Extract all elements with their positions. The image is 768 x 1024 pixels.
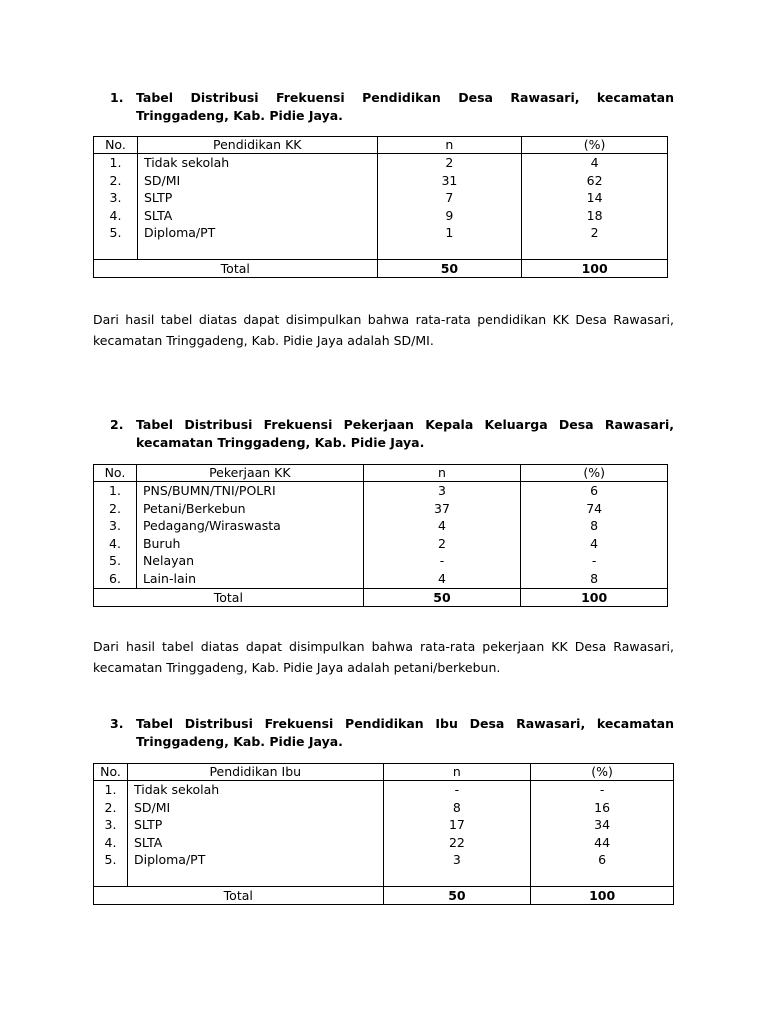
cell-label: PNS/BUMN/TNI/POLRI bbox=[136, 482, 363, 500]
cell-n: - bbox=[383, 781, 531, 799]
section-title: Tabel Distribusi Frekuensi Pekerjaan Kepala Keluarga Desa Rawasari, kecamatan Tringgadeng, Kab. Pidie Jaya. bbox=[136, 417, 674, 450]
table-row bbox=[94, 154, 668, 172]
table-row bbox=[94, 570, 668, 588]
cell-pct: 6 bbox=[521, 482, 668, 500]
cell-pct: - bbox=[531, 781, 674, 799]
total-n: 50 bbox=[363, 588, 521, 606]
cell-pct: 62 bbox=[522, 172, 668, 190]
conclusion-paragraph: Dari hasil tabel diatas dapat disimpulkan bahwa rata-rata pendidikan KK Desa Rawasari, kecamatan Tringgadeng, Kab. Pidie Jaya adalah SD/MI. bbox=[93, 312, 674, 348]
cell-no: 2. bbox=[94, 172, 138, 190]
table-total-row bbox=[94, 260, 668, 278]
header-category: Pendidikan KK bbox=[137, 137, 377, 154]
section-number: 1. bbox=[110, 90, 124, 105]
cell-pct: 18 bbox=[522, 207, 668, 225]
total-label: Total bbox=[94, 260, 378, 278]
cell-no: 3. bbox=[94, 517, 137, 535]
cell-label: Tidak sekolah bbox=[137, 154, 377, 172]
cell-n: 17 bbox=[383, 816, 531, 834]
table-row bbox=[94, 834, 674, 852]
cell-n: 9 bbox=[377, 207, 522, 225]
cell-pct: 8 bbox=[521, 517, 668, 535]
cell-label: Lain-lain bbox=[136, 570, 363, 588]
header-category: Pekerjaan KK bbox=[136, 465, 363, 482]
cell-pct: 14 bbox=[522, 189, 668, 207]
cell-pct: 34 bbox=[531, 816, 674, 834]
table-row bbox=[94, 816, 674, 834]
cell-n: 31 bbox=[377, 172, 522, 190]
cell-label: SLTA bbox=[137, 207, 377, 225]
total-pct: 100 bbox=[521, 588, 668, 606]
cell-n: - bbox=[363, 552, 521, 570]
table-row bbox=[94, 552, 668, 570]
cell-label: SLTA bbox=[127, 834, 383, 852]
cell-pct: 4 bbox=[522, 154, 668, 172]
cell-n: 7 bbox=[377, 189, 522, 207]
cell-label: Diploma/PT bbox=[127, 851, 383, 887]
section-title: Tabel Distribusi Frekuensi Pendidikan Ibu Desa Rawasari, kecamatan Tringgadeng, Kab. Pidie Jaya. bbox=[136, 716, 674, 749]
cell-pct: 74 bbox=[521, 500, 668, 518]
cell-no: 3. bbox=[94, 189, 138, 207]
table-header-row bbox=[94, 764, 674, 781]
cell-pct: 2 bbox=[522, 224, 668, 260]
cell-pct: 4 bbox=[521, 535, 668, 553]
cell-no: 4. bbox=[94, 207, 138, 225]
cell-no: 2. bbox=[94, 799, 128, 817]
cell-pct: 44 bbox=[531, 834, 674, 852]
cell-no: 1. bbox=[94, 482, 137, 500]
total-label: Total bbox=[94, 887, 384, 905]
cell-no: 3. bbox=[94, 816, 128, 834]
header-no: No. bbox=[94, 764, 128, 781]
table-row bbox=[94, 172, 668, 190]
cell-label: Pedagang/Wiraswasta bbox=[136, 517, 363, 535]
cell-n: 22 bbox=[383, 834, 531, 852]
cell-label: SD/MI bbox=[137, 172, 377, 190]
cell-n: 4 bbox=[363, 570, 521, 588]
table-row bbox=[94, 500, 668, 518]
header-n: n bbox=[363, 465, 521, 482]
cell-no: 6. bbox=[94, 570, 137, 588]
cell-no: 1. bbox=[94, 154, 138, 172]
table-row bbox=[94, 535, 668, 553]
header-pct: (%) bbox=[521, 465, 668, 482]
cell-no: 2. bbox=[94, 500, 137, 518]
header-pct: (%) bbox=[531, 764, 674, 781]
cell-label: Tidak sekolah bbox=[127, 781, 383, 799]
table-row bbox=[94, 799, 674, 817]
section-title: Tabel Distribusi Frekuensi Pendidikan Desa Rawasari, kecamatan Tringgadeng, Kab. Pidie Jaya. bbox=[136, 90, 674, 123]
section-number: 2. bbox=[110, 417, 124, 432]
total-n: 50 bbox=[383, 887, 531, 905]
cell-n: 3 bbox=[363, 482, 521, 500]
cell-label: Petani/Berkebun bbox=[136, 500, 363, 518]
cell-pct: - bbox=[521, 552, 668, 570]
cell-label: SLTP bbox=[137, 189, 377, 207]
cell-no: 5. bbox=[94, 552, 137, 570]
cell-no: 1. bbox=[94, 781, 128, 799]
table-pendidikan-ibu bbox=[93, 763, 674, 905]
cell-n: 2 bbox=[377, 154, 522, 172]
table-row bbox=[94, 781, 674, 799]
section-2-heading bbox=[110, 416, 674, 452]
table-pendidikan-kk bbox=[93, 136, 668, 278]
header-n: n bbox=[383, 764, 531, 781]
cell-n: 4 bbox=[363, 517, 521, 535]
header-category: Pendidikan Ibu bbox=[127, 764, 383, 781]
cell-pct: 6 bbox=[531, 851, 674, 887]
cell-no: 4. bbox=[94, 834, 128, 852]
cell-label: SLTP bbox=[127, 816, 383, 834]
header-pct: (%) bbox=[522, 137, 668, 154]
total-label: Total bbox=[94, 588, 364, 606]
cell-no: 5. bbox=[94, 851, 128, 887]
cell-label: Nelayan bbox=[136, 552, 363, 570]
section-3-heading bbox=[110, 715, 674, 751]
cell-label: SD/MI bbox=[127, 799, 383, 817]
cell-pct: 8 bbox=[521, 570, 668, 588]
cell-label: Diploma/PT bbox=[137, 224, 377, 260]
cell-no: 5. bbox=[94, 224, 138, 260]
table-row bbox=[94, 482, 668, 500]
header-no: No. bbox=[94, 465, 137, 482]
cell-no: 4. bbox=[94, 535, 137, 553]
cell-label: Buruh bbox=[136, 535, 363, 553]
table-row bbox=[94, 851, 674, 887]
table-row bbox=[94, 224, 668, 260]
total-pct: 100 bbox=[522, 260, 668, 278]
table-total-row bbox=[94, 887, 674, 905]
conclusion-paragraph: Dari hasil tabel diatas dapat disimpulkan bahwa rata-rata pekerjaan KK Desa Rawasari, kecamatan Tringgadeng, Kab. Pidie Jaya adalah petani/berkebun. bbox=[93, 639, 674, 675]
table-row bbox=[94, 189, 668, 207]
header-no: No. bbox=[94, 137, 138, 154]
cell-n: 8 bbox=[383, 799, 531, 817]
table-row bbox=[94, 207, 668, 225]
cell-n: 3 bbox=[383, 851, 531, 887]
table-pekerjaan-kk bbox=[93, 464, 668, 607]
table-header-row bbox=[94, 137, 668, 154]
section-1-heading bbox=[110, 89, 674, 125]
cell-n: 1 bbox=[377, 224, 522, 260]
cell-pct: 16 bbox=[531, 799, 674, 817]
cell-n: 2 bbox=[363, 535, 521, 553]
header-n: n bbox=[377, 137, 522, 154]
table-row bbox=[94, 517, 668, 535]
total-n: 50 bbox=[377, 260, 522, 278]
table-total-row bbox=[94, 588, 668, 606]
table-header-row bbox=[94, 465, 668, 482]
cell-n: 37 bbox=[363, 500, 521, 518]
section-number: 3. bbox=[110, 716, 124, 731]
total-pct: 100 bbox=[531, 887, 674, 905]
